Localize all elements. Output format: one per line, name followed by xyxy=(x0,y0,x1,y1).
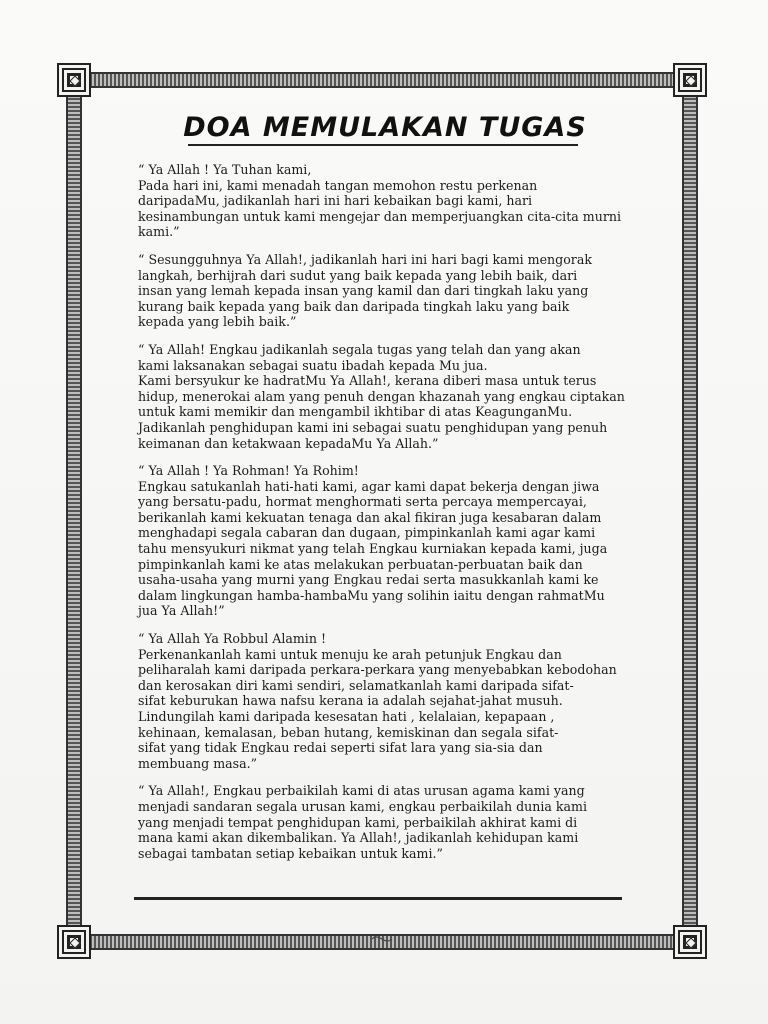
paragraph-line: Lindungilah kami daripada kesesatan hati , kelalaian, kepapaan , xyxy=(138,709,555,724)
frame-corner-ornament-icon xyxy=(673,63,707,97)
paragraph-line: tahu mensyukuri nikmat yang telah Engkau kurniakan kepada kami, juga xyxy=(138,541,608,557)
paragraph-line: kesinambungan untuk kami mengejar dan memperjuangkan cita-cita murni xyxy=(138,208,621,224)
paragraph-line: “ Ya Allah!, Engkau perbaikilah kami di atas urusan agama kami yang xyxy=(138,783,585,799)
document-title: DOA MEMULAKAN TUGAS xyxy=(183,112,587,143)
paragraph-line: Kami bersyukur ke hadratMu Ya Allah!, kerana diberi masa untuk terus xyxy=(138,373,597,389)
paragraph-line: keimanan dan ketakwaan kepadaMu Ya Allah.” xyxy=(138,435,439,451)
paragraph-line: langkah, berhijrah dari sudut yang baik kepada yang lebih baik, dari xyxy=(138,267,578,283)
paragraph-line: yang bersatu-padu, hormat menghormati serta percaya mempercayai, xyxy=(138,494,587,510)
paragraph-line: daripadaMu, jadikanlah hari ini hari kebaikan bagi kami, hari xyxy=(138,193,533,209)
prayer-body xyxy=(138,162,625,873)
paragraph-line: peliharalah kami daripada perkara-perkara yang menyebabkan kebodohan xyxy=(138,662,617,678)
paragraph-line: Engkau satukanlah hati-hati kami, agar kami dapat bekerja dengan jiwa xyxy=(138,478,600,494)
frame-center-ornament-icon xyxy=(370,935,394,943)
paragraph-line: berikanlah kami kekuatan tenaga dan akal fikiran juga kesabaran dalam xyxy=(138,509,602,525)
paragraph-line: kami laksanakan sebagai suatu ibadah kepada Mu jua. xyxy=(138,357,488,373)
paragraph-line: sifat keburukan hawa nafsu kerana ia adalah sejahat-jahat musuh. xyxy=(138,693,563,709)
paragraph-line: “ Ya Allah! Engkau jadikanlah segala tugas yang telah dan yang akan xyxy=(138,341,581,357)
paragraph-line: kurang baik kepada yang baik dan daripada tingkah laku yang baik xyxy=(138,298,570,314)
frame-border-top xyxy=(66,72,696,88)
paragraph-line: Pada hari ini, kami menadah tangan memohon restu perkenan xyxy=(138,177,538,193)
paragraph-line: kehinaan, kemalasan, beban hutang, kemiskinan dan segala sifat- xyxy=(138,724,559,740)
paragraph-line: pimpinkanlah kami ke atas melakukan perbuatan-perbuatan baik dan xyxy=(138,556,583,572)
paragraph-line: Jadikanlah penghidupan kami ini sebagai suatu penghidupan yang penuh xyxy=(138,419,608,435)
paragraph-line: “ Ya Allah ! Ya Tuhan kami, xyxy=(138,162,312,177)
frame-corner-ornament-icon xyxy=(673,925,707,959)
prayer-paragraph xyxy=(138,783,618,861)
paragraph-line: dan kerosakan diri kami sendiri, selamatkanlah kami daripada sifat- xyxy=(138,677,574,693)
paragraph-line: usaha-usaha yang murni yang Engkau redai serta masukkanlah kami ke xyxy=(138,572,599,588)
paragraph-line: menjadi sandaran segala urusan kami, engkau perbaikilah dunia kami xyxy=(138,798,588,814)
paragraph-line: sebagai tambatan setiap kebaikan untuk kami.” xyxy=(138,845,443,861)
paragraph-line: yang menjadi tempat penghidupan kami, perbaikilah akhirat kami di xyxy=(138,814,578,830)
frame-corner-ornament-icon xyxy=(57,63,91,97)
paragraph-line: “ Sesungguhnya Ya Allah!, jadikanlah hari ini hari bagi kami mengorak xyxy=(138,251,592,267)
frame-border-right xyxy=(682,78,698,940)
paragraph-line: untuk kami memikir dan mengambil ikhtibar di atas KeagunganMu. xyxy=(138,404,573,420)
prayer-paragraph xyxy=(138,341,625,451)
paragraph-line: sifat yang tidak Engkau redai seperti sifat lara yang sia-sia dan xyxy=(138,740,543,756)
paragraph-line: jua Ya Allah!” xyxy=(138,603,225,619)
prayer-paragraph xyxy=(138,252,618,330)
paragraph-line: kami.” xyxy=(138,224,180,240)
paragraph-line: menghadapi segala cabaran dan dugaan, pimpinkanlah kami agar kami xyxy=(138,525,596,541)
prayer-paragraph xyxy=(138,463,618,619)
paragraph-line: insan yang lemah kepada insan yang kamil dan dari tingkah laku yang xyxy=(138,283,589,299)
prayer-paragraph xyxy=(138,631,618,771)
title-underline xyxy=(188,144,578,146)
paragraph-line: membuang masa.” xyxy=(138,755,258,771)
paragraph-line: hidup, menerokai alam yang penuh dengan khazanah yang engkau ciptakan xyxy=(138,388,625,404)
paragraph-line: mana kami akan dikembalikan. Ya Allah!, jadikanlah kehidupan kami xyxy=(138,830,579,846)
paragraph-line: “ Ya Allah ! Ya Rohman! Ya Rohim! xyxy=(138,463,359,479)
paragraph-line: dalam lingkungan hamba-hambaMu yang solihin iaitu dengan rahmatMu xyxy=(138,587,605,603)
frame-corner-ornament-icon xyxy=(57,925,91,959)
frame-border-left xyxy=(66,78,82,940)
prayer-paragraph xyxy=(138,162,621,240)
paragraph-line: kepada yang lebih baik.” xyxy=(138,314,297,330)
paragraph-line: Perkenankanlah kami untuk menuju ke arah petunjuk Engkau dan xyxy=(138,646,562,662)
closing-rule xyxy=(134,897,622,900)
paragraph-line: “ Ya Allah Ya Robbul Alamin ! xyxy=(138,631,327,647)
